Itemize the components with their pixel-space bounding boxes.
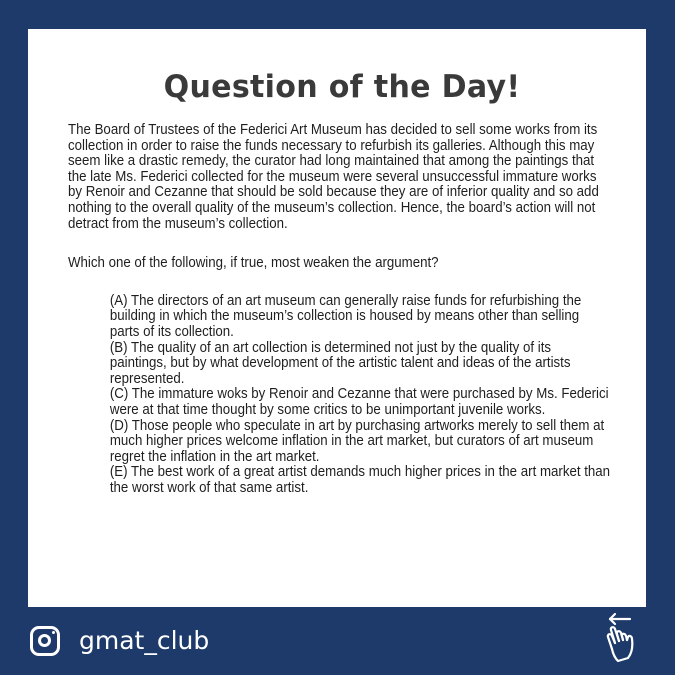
question-card: [28, 29, 646, 607]
choice-d: (D) Those people who speculate in art by purchasing artworks merely to sell them at much higher prices welcome inflation in the art market, but curators of art museum regret the inflation in the art market.: [109, 417, 605, 465]
choice-e: (E) The best work of a great artist demands much higher prices in the art market than the worst work of that same artist.: [109, 464, 611, 496]
footer: [0, 607, 675, 675]
page-title: Question of the Day!: [163, 69, 521, 105]
instagram-dot: [52, 631, 55, 634]
argument-passage: The Board of Trustees of the Federici Art Museum has decided to sell some works from its collection in order to raise the funds necessary to refurbish its galleries. Although this may seem like a drastic remedy, the curator had long maintained that among the paintings that the late Ms. Federici collected for the museum were several unsuccessful immature works by Renoir and Cezanne that should be sold because they are of inferior quality and so add nothing to the overall quality of the museum’s collection. Hence, the board’s action will not detract from the museum’s collection.: [68, 122, 599, 232]
question-stem: Which one of the following, if true, most weaken the argument?: [68, 255, 439, 272]
choice-c: (C) The immature woks by Renoir and Cezanne that were purchased by Ms. Federici were at that time thought by some critics to be unimportant juvenile works.: [109, 386, 609, 418]
swipe-left-hand-icon: [596, 611, 646, 667]
question-body: [68, 123, 614, 496]
choice-a: (A) The directors of an art museum can generally raise funds for refurbishing the building in which the museum’s collection is housed by means other than selling parts of its collection.: [109, 292, 582, 340]
instagram-lens: [38, 634, 51, 647]
answer-choices: [110, 294, 611, 497]
instagram-icon[interactable]: [30, 626, 60, 656]
instagram-handle[interactable]: gmat_club: [79, 626, 210, 655]
choice-b: (B) The quality of an art collection is determined not just by the quality of its paintings, but by what development of the artistic talent and ideas of the artists represented.: [109, 339, 571, 387]
